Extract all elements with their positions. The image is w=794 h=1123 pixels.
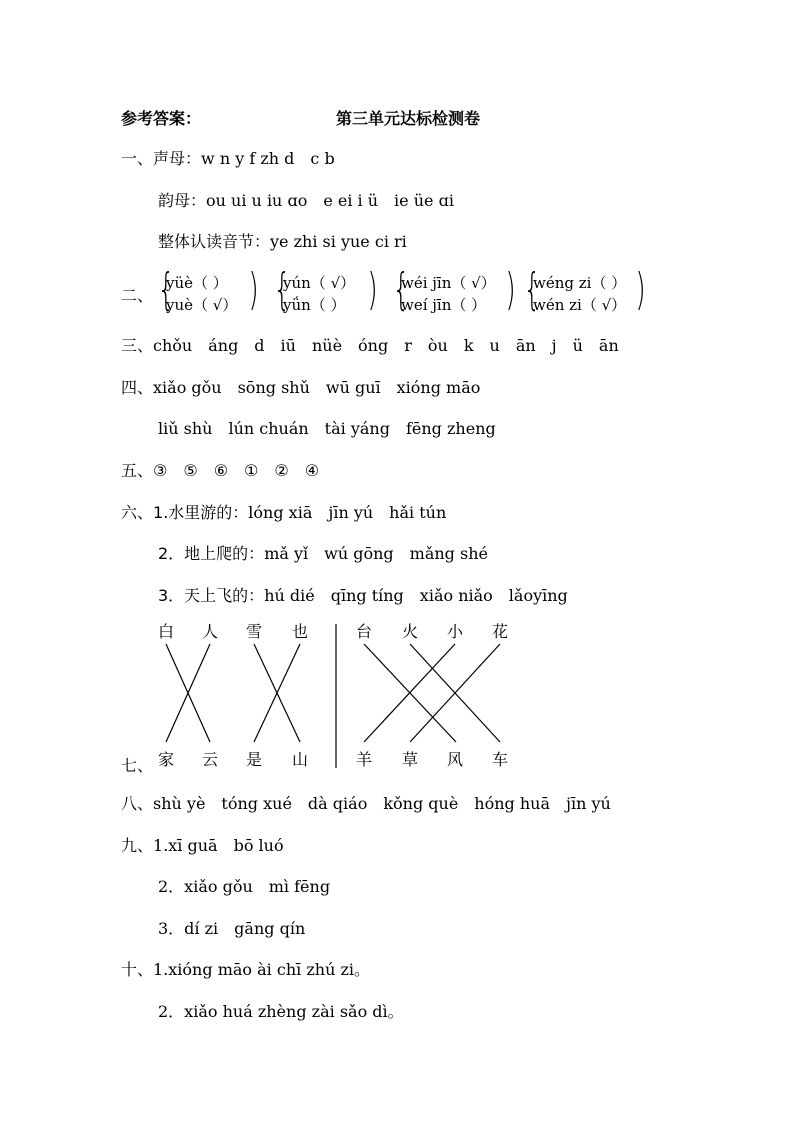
q7-left-top-3: 雪 (246, 622, 263, 641)
q10-item1: 1.xióng māo ài chī zhú zi。 (153, 960, 371, 979)
q6-item1-label: 1.水里游的： (153, 503, 249, 522)
q4-answer-1: xiǎo gǒu sōng shǔ wū guī xióng māo (153, 378, 481, 397)
q6-item3-label: 3．天上飞的： (158, 586, 265, 605)
q2-brace-close-4: ) (635, 264, 646, 315)
q7-left-top-4: 也 (292, 622, 309, 641)
page-title: 第三单元达标检测卷 (336, 109, 481, 128)
q1-shengmu-label: 声母： (153, 149, 202, 168)
q5-number: 五、 (121, 461, 154, 480)
q1-yunmu-answer: ou ui u iu ɑo e ei i ü ie üe ɑi (206, 191, 454, 210)
q7-right-top-2: 火 (402, 622, 419, 641)
q2-brace-close-3: ) (505, 264, 516, 315)
q7-left-bottom-2: 云 (202, 750, 219, 769)
q1-zhengti-answer: ye zhi si yue ci ri (270, 232, 407, 251)
q2-g2-bottom: yǘn（ ） (283, 296, 346, 314)
q7-number: 七、 (121, 756, 154, 775)
q9-item1: 1.xī guā bō luó (153, 836, 284, 855)
q7-left-bottom-4: 山 (292, 750, 309, 769)
q7-right-bottom-4: 车 (492, 750, 509, 769)
q2-g4-top: wéng zi（ ） (533, 274, 627, 292)
q4-answer-2: liǔ shù lún chuán tài yáng fēng zheng (158, 419, 496, 438)
q2-brace-open-1: { (157, 264, 175, 315)
q6-item2-answer: mǎ yǐ wú gōng mǎng shé (264, 544, 488, 563)
q2-number: 二、 (121, 286, 154, 305)
q6-item1-answer: lóng xiā jīn yú hǎi tún (248, 503, 447, 522)
q7-right-top-3: 小 (447, 622, 464, 641)
q4-number: 四、 (121, 378, 154, 397)
q8-line (121, 794, 611, 814)
q2-g2-top: yún（ √） (283, 274, 356, 292)
q2-brace-close-2: ) (367, 264, 378, 315)
q5-answer: ③ ⑤ ⑥ ① ② ④ (153, 461, 320, 480)
q10-line-1 (121, 960, 370, 980)
q9-line-1 (121, 836, 284, 856)
q9-item2: 2．xiǎo gǒu mì fēng (158, 877, 331, 896)
q6-number: 六、 (121, 503, 154, 522)
q7-right-top-1: 台 (356, 622, 373, 641)
q2-brace-open-4: { (523, 264, 541, 315)
q7-right-bottom-1: 羊 (356, 750, 373, 769)
q2-brace-open-3: { (392, 264, 410, 315)
q7-left-bottom-1: 家 (158, 750, 175, 769)
q1-zhengti-label: 整体认读音节： (158, 232, 271, 251)
q8-number: 八、 (121, 794, 154, 813)
q3-number: 三、 (121, 336, 154, 355)
q1-number: 一、 (121, 149, 154, 168)
q1-yunmu-label: 韵母： (158, 191, 207, 210)
q2-g3-bottom: weí jīn（ ） (401, 296, 487, 314)
q3-answer: chǒu áng d iū nüè óng r òu k u ān j ü ān (153, 336, 619, 355)
q2-g1-top: yüè（ ） (166, 274, 228, 292)
q10-number: 十、 (121, 960, 154, 979)
q2-brace-open-2: { (273, 264, 291, 315)
q9-number: 九、 (121, 836, 154, 855)
q6-item2-label: 2．地上爬的： (158, 544, 265, 563)
answer-key-label: 参考答案： (121, 109, 202, 128)
q7-left-top-1: 白 (158, 622, 175, 641)
q2-g4-bottom: wén zi（ √） (533, 296, 627, 314)
q6-item3-answer: hú dié qīng tíng xiǎo niǎo lǎoyīng (264, 586, 568, 605)
q9-item3: 3．dí zi gāng qín (158, 919, 306, 938)
q7-left-bottom-3: 是 (246, 750, 263, 769)
q7-right-bottom-2: 草 (402, 750, 419, 769)
q7-right-bottom-3: 风 (447, 750, 464, 769)
q2-g3-top: wéi jīn（ √） (401, 274, 496, 292)
q8-answer: shù yè tóng xué dà qiáo kǒng què hóng huā jīn yú (153, 794, 611, 813)
q7-right-top-4: 花 (492, 622, 509, 641)
q2-brace-close-1: ) (248, 264, 259, 315)
q2-g1-bottom: yuè（ √） (166, 296, 238, 314)
q7-left-top-2: 人 (202, 622, 219, 641)
q1-shengmu-answer: w n y f zh d c b (201, 149, 335, 168)
q10-item2: 2．xiǎo huá zhèng zài sǎo dì。 (158, 1002, 404, 1021)
